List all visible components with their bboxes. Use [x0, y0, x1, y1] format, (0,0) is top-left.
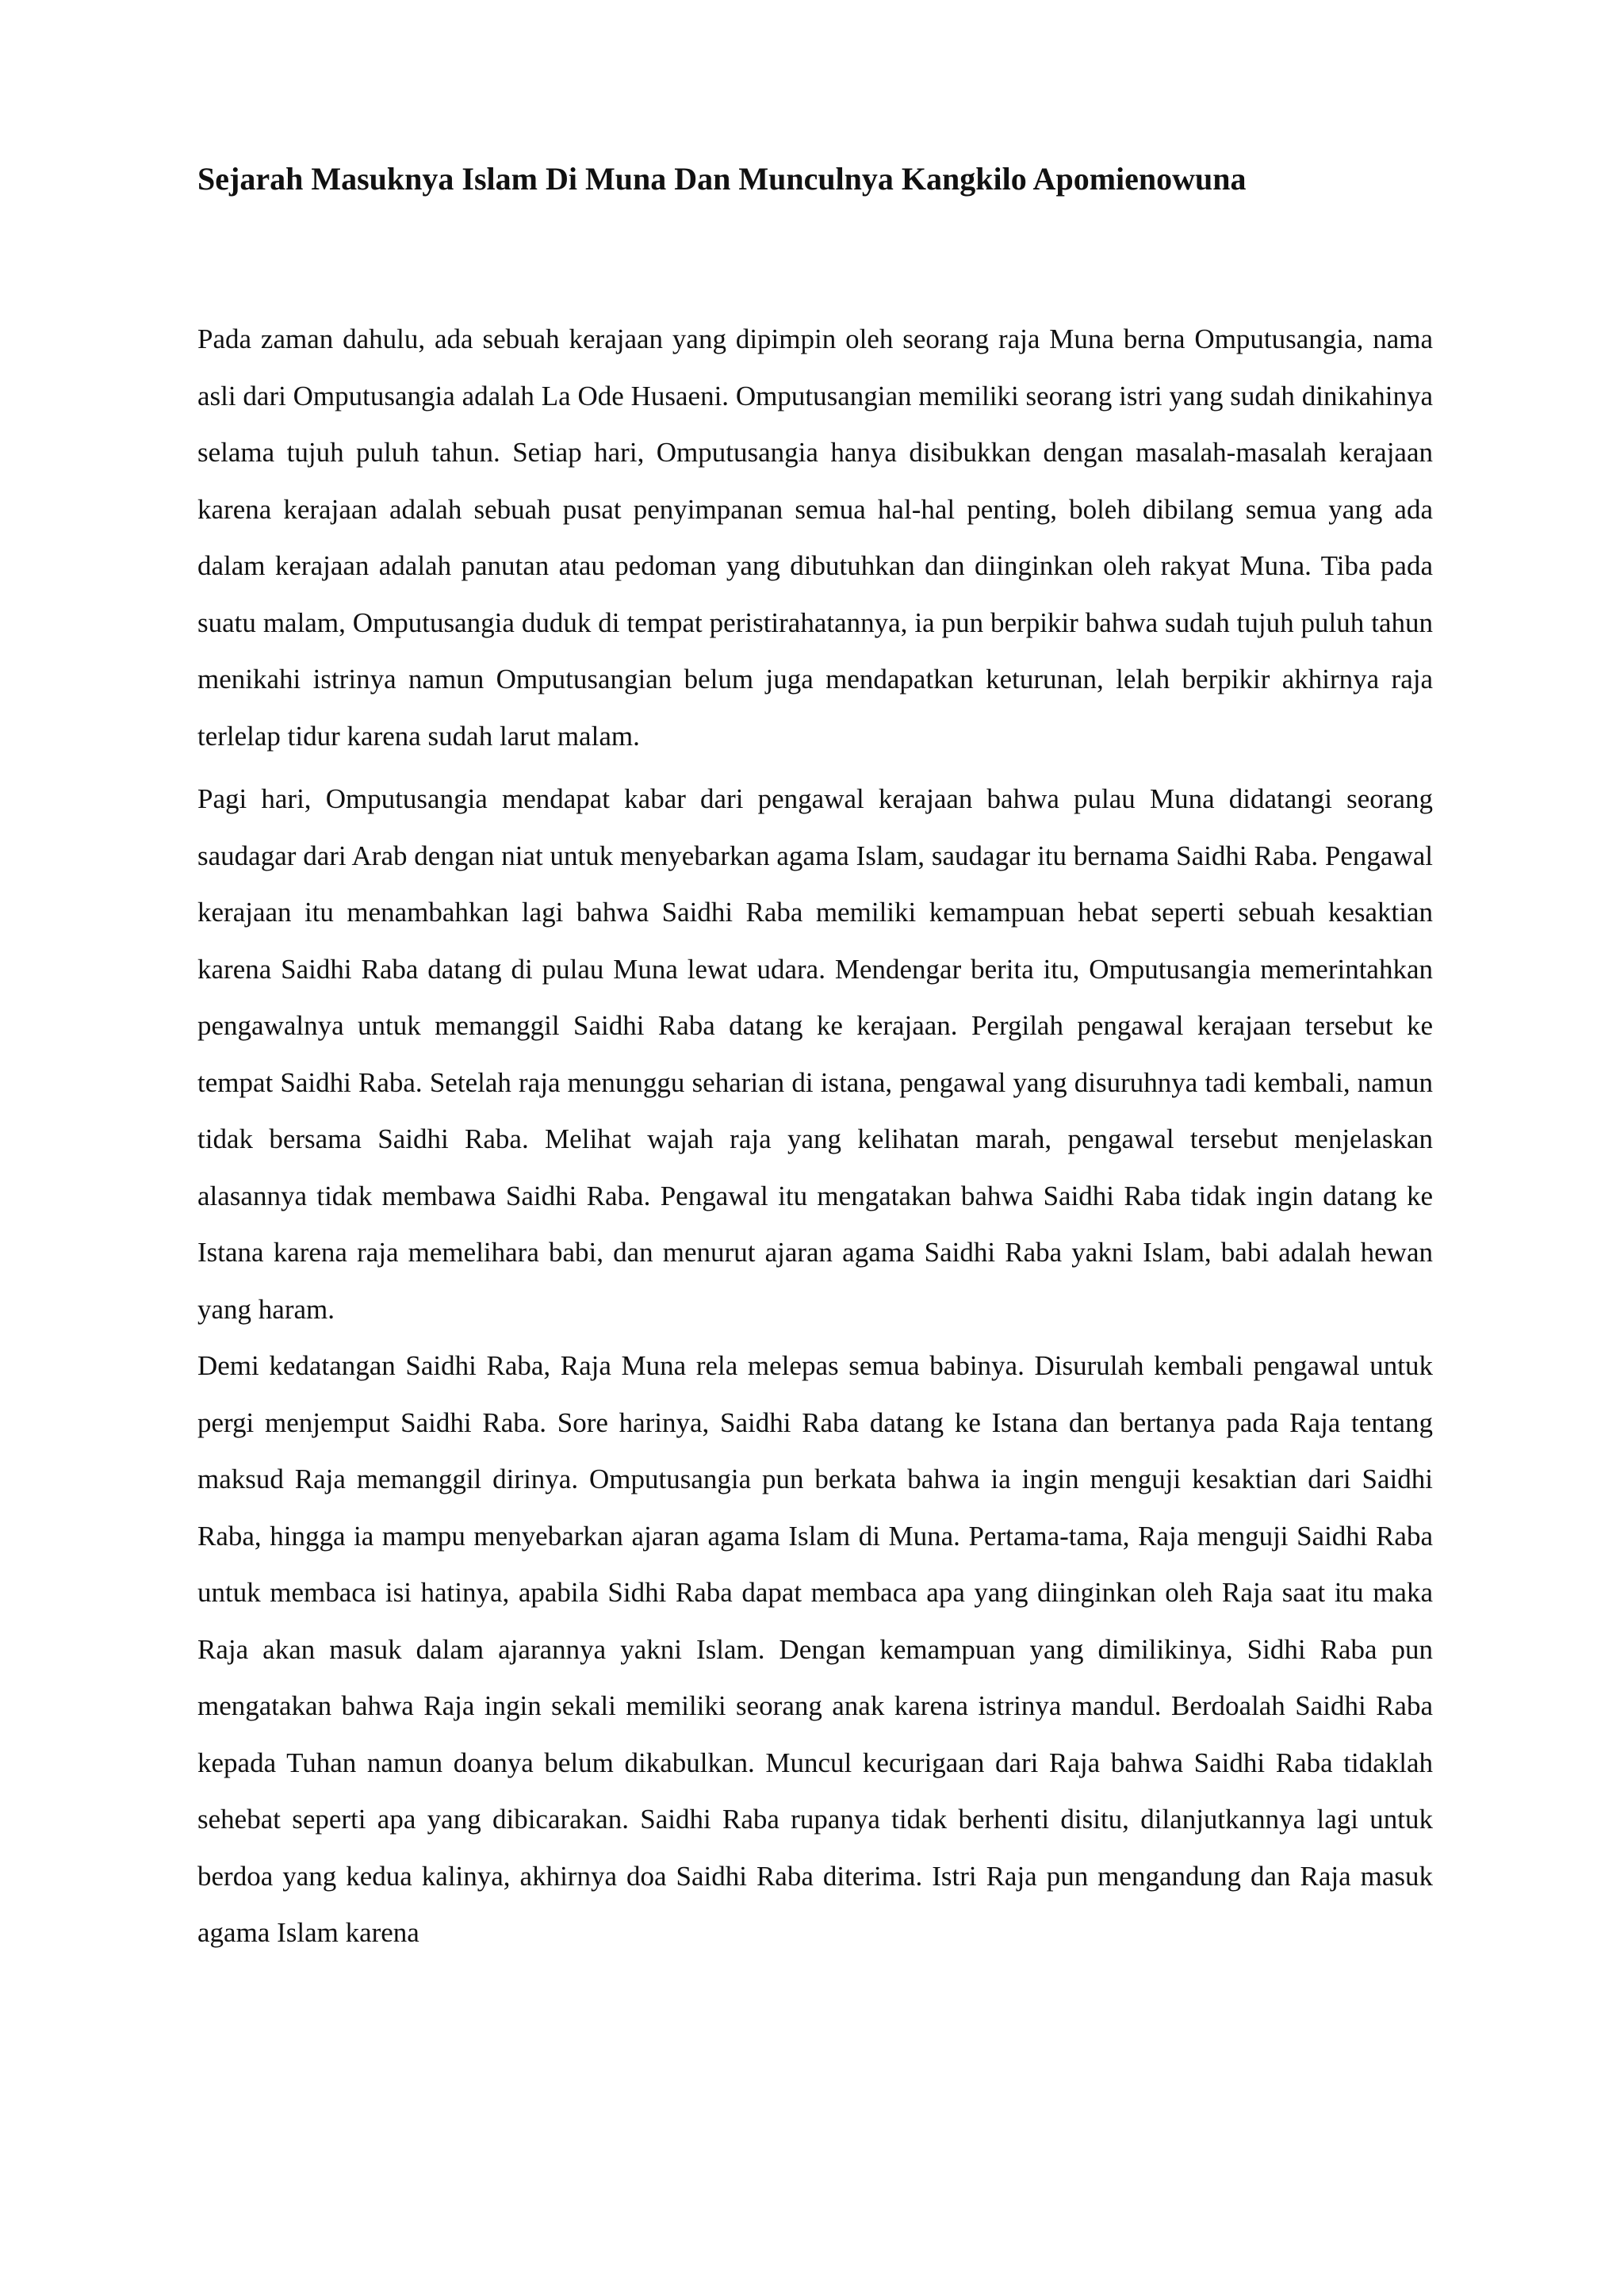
document-title: Sejarah Masuknya Islam Di Muna Dan Munculnya Kangkilo Apomienowuna — [197, 161, 1247, 197]
paragraph-3: Demi kedatangan Saidhi Raba, Raja Muna rela melepas semua babinya. Disurulah kembali pengawal untuk pergi menjemput Saidhi Raba. Sore harinya, Saidhi Raba datang ke Istana dan bertanya pada Raja tentang maksud Raja memanggil dirinya. Omputusangia pun berkata bahwa ia ingin menguji kesaktian dari Saidhi Raba, hingga ia mampu menyebarkan ajaran agama Islam di Muna. Pertama-tama, Raja menguji Saidhi Raba untuk membaca isi hatinya, apabila Sidhi Raba dapat membaca apa yang diinginkan oleh Raja saat itu maka Raja akan masuk dalam ajarannya yakni Islam. Dengan kemampuan yang dimilikinya, Sidhi Raba pun mengatakan bahwa Raja ingin sekali memiliki seorang anak karena istrinya mandul. Berdoalah Saidhi Raba kepada Tuhan namun doanya belum dikabulkan. Muncul kecurigaan dari Raja bahwa Saidhi Raba tidaklah sehebat seperti apa yang dibicarakan. Saidhi Raba rupanya tidak berhenti disitu, dilanjutkannya lagi untuk berdoa yang kedua kalinya, akhirnya doa Saidhi Raba diterima. Istri Raja pun mengandung dan Raja masuk agama Islam karena — [197, 1350, 1433, 1948]
document-body — [197, 311, 1433, 1961]
paragraph-1: Pada zaman dahulu, ada sebuah kerajaan yang dipimpin oleh seorang raja Muna berna Omputusangia, nama asli dari Omputusangia adalah La Ode Husaeni. Omputusangian memiliki seorang istri yang sudah dinikahinya selama tujuh puluh tahun. Setiap hari, Omputusangia hanya disibukkan dengan masalah-masalah kerajaan karena kerajaan adalah sebuah pusat penyimpanan semua hal-hal penting, boleh dibilang semua yang ada dalam kerajaan adalah panutan atau pedoman yang dibutuhkan dan diinginkan oleh rakyat Muna. Tiba pada suatu malam, Omputusangia duduk di tempat peristirahatannya, ia pun berpikir bahwa sudah tujuh puluh tahun menikahi istrinya namun Omputusangian belum juga mendapatkan keturunan, lelah berpikir akhirnya raja terlelap tidur karena sudah larut malam. — [197, 323, 1433, 752]
paragraph-2: Pagi hari, Omputusangia mendapat kabar dari pengawal kerajaan bahwa pulau Muna didatangi seorang saudagar dari Arab dengan niat untuk menyebarkan agama Islam, saudagar itu bernama Saidhi Raba. Pengawal kerajaan itu menambahkan lagi bahwa Saidhi Raba memiliki kemampuan hebat seperti sebuah kesaktian karena Saidhi Raba datang di pulau Muna lewat udara. Mendengar berita itu, Omputusangia memerintahkan pengawalnya untuk memanggil Saidhi Raba datang ke kerajaan. Pergilah pengawal kerajaan tersebut ke tempat Saidhi Raba. Setelah raja menunggu seharian di istana, pengawal yang disuruhnya tadi kembali, namun tidak bersama Saidhi Raba. Melihat wajah raja yang kelihatan marah, pengawal tersebut menjelaskan alasannya tidak membawa Saidhi Raba. Pengawal itu mengatakan bahwa Saidhi Raba tidak ingin datang ke Istana karena raja memelihara babi, dan menurut ajaran agama Saidhi Raba yakni Islam, babi adalah hewan yang haram. — [197, 783, 1433, 1325]
